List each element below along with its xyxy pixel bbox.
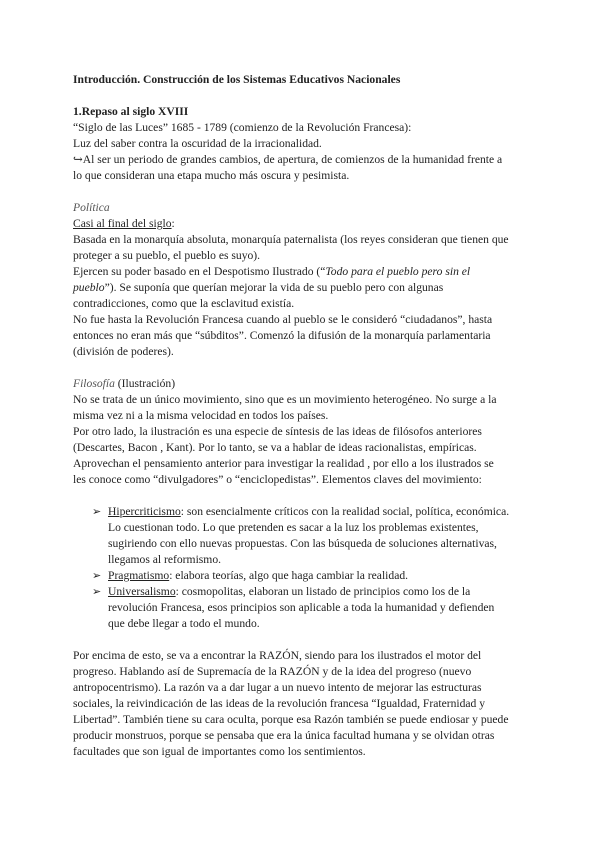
text-run: : son esencialmente críticos con la realidad social, política, económica. bbox=[180, 505, 510, 518]
arrow-bullet-icon: ➢ bbox=[92, 569, 102, 582]
paragraph-line: Luz del saber contra la oscuridad de la irracionalidad. bbox=[73, 137, 322, 150]
paragraph-line: Aprovechan el pensamiento anterior para investigar la realidad , por ello a los ilustrados se bbox=[73, 457, 494, 470]
bullet-line bbox=[108, 568, 408, 583]
paragraph-line: proteger a su pueblo, el pueblo es suyo). bbox=[73, 249, 261, 262]
paragraph-line: progreso. Hablando así de Supremacía de la RAZÓN y de la idea del progreso (nuevo bbox=[73, 665, 472, 678]
text-run: ”). Se suponía que querían mejorar la vida de su pueblo pero con algunas bbox=[104, 281, 444, 294]
paragraph-line: (división de poderes). bbox=[73, 345, 174, 358]
paragraph-line: Por encima de esto, se va a encontrar la RAZÓN, siendo para los ilustrados el motor del bbox=[73, 649, 482, 662]
bullet-term-universalismo: Universalismo bbox=[108, 585, 176, 598]
arrow-bullet-icon: ➢ bbox=[92, 505, 102, 518]
paragraph-line: Basada en la monarquía absoluta, monarquía paternalista (los reyes consideran que tienen que bbox=[73, 233, 509, 246]
paragraph-line: No fue hasta la Revolución Francesa cuando al pueblo se le consideró “ciudadanos”, hasta bbox=[73, 313, 493, 326]
section-heading-filosofia bbox=[73, 376, 175, 391]
paragraph-line bbox=[73, 280, 443, 295]
bullet-line bbox=[108, 504, 509, 519]
arrow-bullet-icon: ➢ bbox=[92, 585, 102, 598]
bullet-term-hipercriticismo: Hipercriticismo bbox=[108, 505, 181, 518]
quote-run: Todo para el pueblo pero sin el bbox=[325, 265, 471, 278]
paragraph-line: producir monstruos, porque se pensaba que era la única facultad humana y se olvidan otras bbox=[73, 729, 495, 742]
subheading-casi-final-siglo: Casi al final del siglo bbox=[73, 217, 172, 230]
paragraph-line: antropocentrismo). La razón va a dar lugar a un nuevo intento de mejorar las estructuras bbox=[73, 681, 482, 694]
document-title: Introducción. Construcción de los Sistemas Educativos Nacionales bbox=[73, 73, 401, 86]
paragraph-line: lo que consideran una etapa mucho más oscura y pesimista. bbox=[73, 169, 350, 182]
filosofia-label: Filosofía bbox=[73, 377, 115, 390]
section-heading-siglo-xviii: 1.Repaso al siglo XVIII bbox=[73, 105, 189, 118]
paragraph-line: sociales, la reivindicación de las ideas de la revolución francesa “Igualdad, Fraternidad y bbox=[73, 697, 486, 710]
section-heading-politica: Política bbox=[73, 201, 110, 214]
subheading-suffix: : bbox=[171, 217, 175, 230]
bullet-line: Lo cuestionan todo. Lo que pretenden es sacar a la luz los problemas existentes, bbox=[108, 521, 479, 534]
text-run: : cosmopolitas, elaboran un listado de principios como los de la bbox=[175, 585, 471, 598]
bullet-line bbox=[108, 584, 470, 599]
bullet-line: que debe llegar a todo el mundo. bbox=[108, 617, 260, 630]
paragraph-line: contradicciones, como que la esclavitud existía. bbox=[73, 297, 295, 310]
text-run: : elabora teorías, algo que haga cambiar la realidad. bbox=[169, 569, 409, 582]
subheading-line bbox=[73, 216, 175, 231]
bullet-line: llegamos al reformismo. bbox=[108, 553, 222, 566]
bullet-line: revolución Francesa, esos principios son aplicable a toda la humanidad y defienden bbox=[108, 601, 495, 614]
paragraph-line: Libertad”. También tiene su cara oculta, porque esa Razón también se puede endiosar y puede bbox=[73, 713, 509, 726]
paragraph-line: les conoce como “divulgadores” o “enciclopedistas”. Elementos claves del movimiento: bbox=[73, 473, 482, 486]
quote-run: pueblo bbox=[73, 281, 105, 294]
paragraph-line bbox=[73, 264, 470, 279]
filosofia-suffix: (Ilustración) bbox=[114, 377, 176, 390]
paragraph-line: No se trata de un único movimiento, sino que es un movimiento heterogéneo. No surge a la bbox=[73, 393, 497, 406]
paragraph-line: facultades que son igual de importantes como los sentimientos. bbox=[73, 745, 366, 758]
paragraph-line: ↪Al ser un periodo de grandes cambios, de apertura, de comienzos de la humanidad frente a bbox=[73, 153, 503, 166]
paragraph-line: Por otro lado, la ilustración es una especie de síntesis de las ideas de filósofos anteriores bbox=[73, 425, 482, 438]
paragraph-line: (Descartes, Bacon , Kant). Por lo tanto, se va a hablar de ideas racionalistas, empíricas. bbox=[73, 441, 477, 454]
paragraph-line: “Siglo de las Luces” 1685 - 1789 (comienzo de la Revolución Francesa): bbox=[73, 121, 412, 134]
text-run: Ejercen su poder basado en el Despotismo Ilustrado (“ bbox=[73, 265, 326, 278]
bullet-line: sugiriendo con ello nuevas propuestas. Con las búsqueda de soluciones alternativas, bbox=[108, 537, 497, 550]
bullet-term-pragmatismo: Pragmatismo bbox=[108, 569, 170, 582]
paragraph-line: entonces no eran más que “súbditos”. Comenzó la difusión de la monarquía parlamentaria bbox=[73, 329, 491, 342]
paragraph-line: misma vez ni a la misma velocidad en todos los países. bbox=[73, 409, 329, 422]
